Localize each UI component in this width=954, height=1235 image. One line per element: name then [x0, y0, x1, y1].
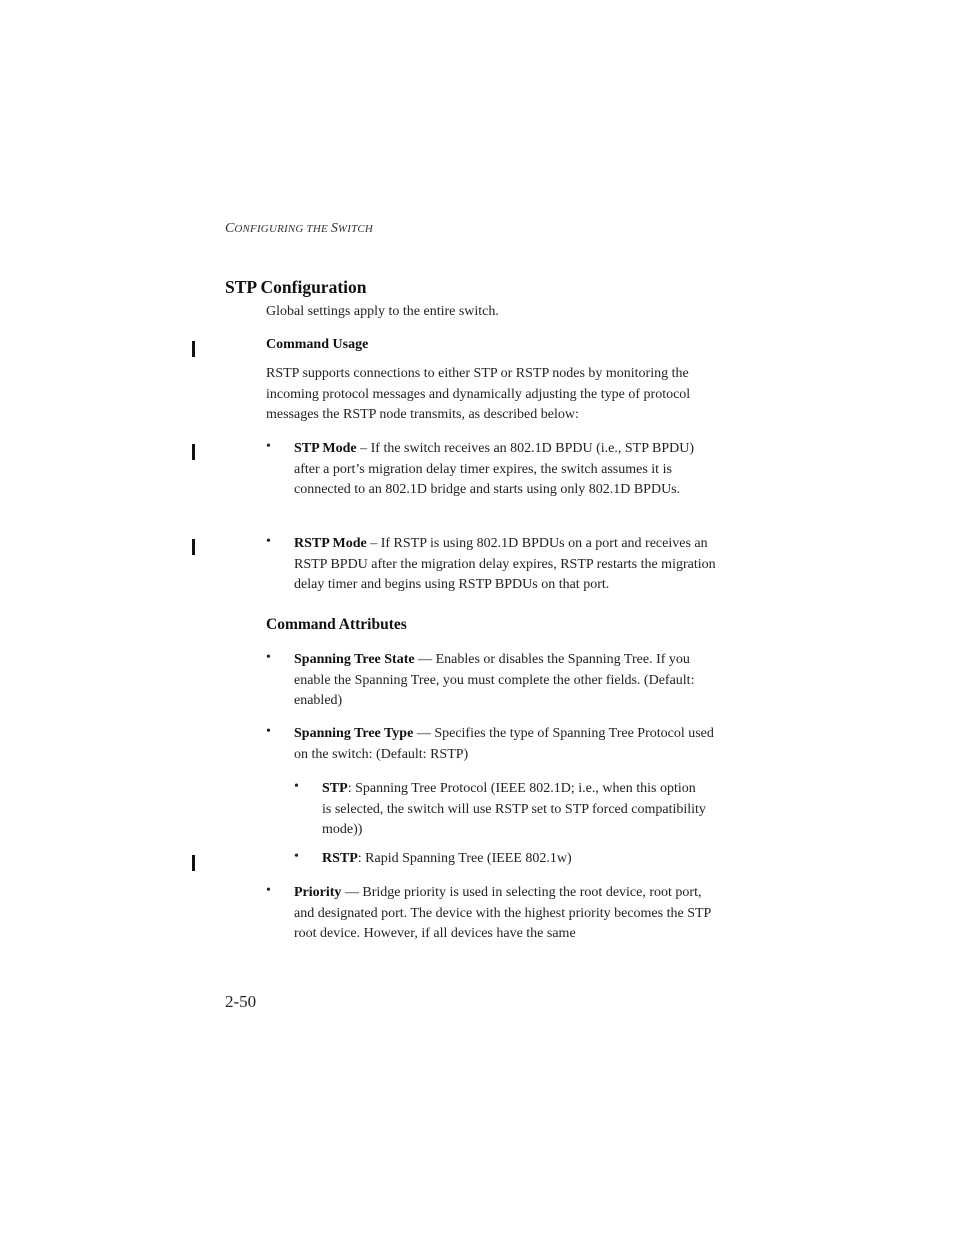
item-term: RSTP [322, 851, 358, 866]
section-title: STP Configuration [225, 277, 367, 297]
running-header [225, 221, 373, 237]
item-text: — Specifies the type of Spanning Tree Protocol used on the switch: (Default: RSTP) [294, 726, 714, 762]
running-header-initial-2: S [330, 221, 338, 236]
bullet-glyph: • [294, 779, 299, 794]
sub-list-item [322, 849, 707, 870]
item-term: Priority [294, 885, 342, 900]
list-item [294, 650, 719, 712]
item-text: : Spanning Tree Protocol (IEEE 802.1D; i.e., when this option is selected, the switch will use RSTP set to STP forced compatibility mode)) [322, 781, 706, 837]
command-attributes-heading: Command Attributes [266, 616, 407, 633]
bullet-glyph: • [266, 650, 271, 665]
bullet-glyph: • [266, 883, 271, 898]
running-header-initial-1: C [225, 221, 235, 236]
running-header-rest-2: WITCH [337, 223, 374, 235]
change-bar [192, 444, 195, 460]
list-item [294, 724, 719, 765]
item-term: STP Mode [294, 441, 357, 456]
change-bar [192, 539, 195, 555]
item-text: : Rapid Spanning Tree (IEEE 802.1w) [357, 851, 572, 866]
bullet-glyph: • [294, 849, 299, 864]
command-usage-paragraph: RSTP supports connections to either STP or RSTP nodes by monitoring the incoming protocol messages and dynamically adjusting the type of protocol messages the RSTP node transmits, as described below: [266, 366, 691, 422]
page-number: 2-50 [225, 992, 257, 1011]
item-term: Spanning Tree State [294, 652, 415, 667]
change-bar [192, 341, 195, 357]
item-term: RSTP Mode [294, 536, 367, 551]
change-bar [192, 855, 195, 871]
item-text: – If RSTP is using 802.1D BPDUs on a port and receives an RSTP BPDU after the migration delay expires, RSTP restarts the migration delay timer and begins using RSTP BPDUs on that port. [294, 536, 716, 592]
list-item [294, 534, 719, 596]
bullet-glyph: • [266, 724, 271, 739]
item-text: – If the switch receives an 802.1D BPDU (i.e., STP BPDU) after a port’s migration delay timer expires, the switch assumes it is connected to an 802.1D bridge and starts using only 802.1D BPDUs. [294, 441, 695, 497]
bullet-glyph: • [266, 534, 271, 549]
list-item [294, 883, 719, 945]
intro-paragraph: Global settings apply to the entire switch. [266, 304, 499, 319]
list-item [294, 439, 719, 501]
bullet-glyph: • [266, 439, 271, 454]
item-text: — Bridge priority is used in selecting the root device, root port, and designated port. The device with the highest priority becomes the STP root device. However, if all devices have the same [294, 885, 711, 941]
item-text: — Enables or disables the Spanning Tree. If you enable the Spanning Tree, you must complete the other fields. (Default: enabled) [294, 652, 695, 708]
item-term: STP [322, 781, 348, 796]
command-usage-heading: Command Usage [266, 337, 369, 352]
running-header-rest-1: ONFIGURING THE [234, 223, 331, 235]
item-term: Spanning Tree Type [294, 726, 414, 741]
sub-list-item [322, 779, 707, 841]
